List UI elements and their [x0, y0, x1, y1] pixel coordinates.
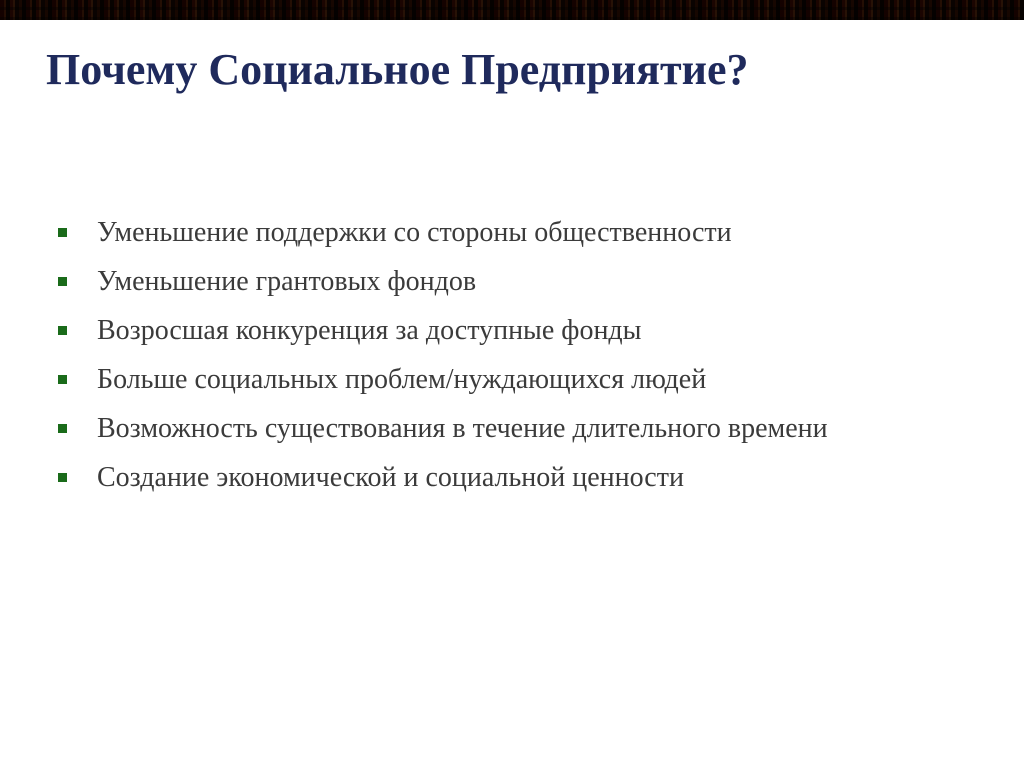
bullet-text: Уменьшение поддержки со стороны общественности [97, 216, 732, 248]
square-bullet-icon [58, 277, 67, 286]
square-bullet-icon [58, 326, 67, 335]
bullet-item [58, 453, 998, 502]
bullet-item [58, 355, 998, 404]
bullet-text: Возможность существования в течение длительного времени [97, 412, 828, 444]
bullet-list [58, 208, 998, 502]
bullet-item [58, 404, 998, 453]
bullet-text: Уменьшение грантовых фондов [97, 265, 477, 297]
bullet-item [58, 257, 998, 306]
square-bullet-icon [58, 424, 67, 433]
square-bullet-icon [58, 228, 67, 237]
square-bullet-icon [58, 473, 67, 482]
bullet-item [58, 208, 998, 257]
bullet-item [58, 306, 998, 355]
square-bullet-icon [58, 375, 67, 384]
slide-title: Почему Социальное Предприятие? [46, 45, 749, 94]
bullet-text: Больше социальных проблем/нуждающихся людей [97, 363, 707, 395]
decorative-pattern-bar [0, 0, 1024, 20]
bullet-text: Возросшая конкуренция за доступные фонды [97, 314, 642, 346]
bullet-text: Создание экономической и социальной ценности [97, 461, 684, 493]
